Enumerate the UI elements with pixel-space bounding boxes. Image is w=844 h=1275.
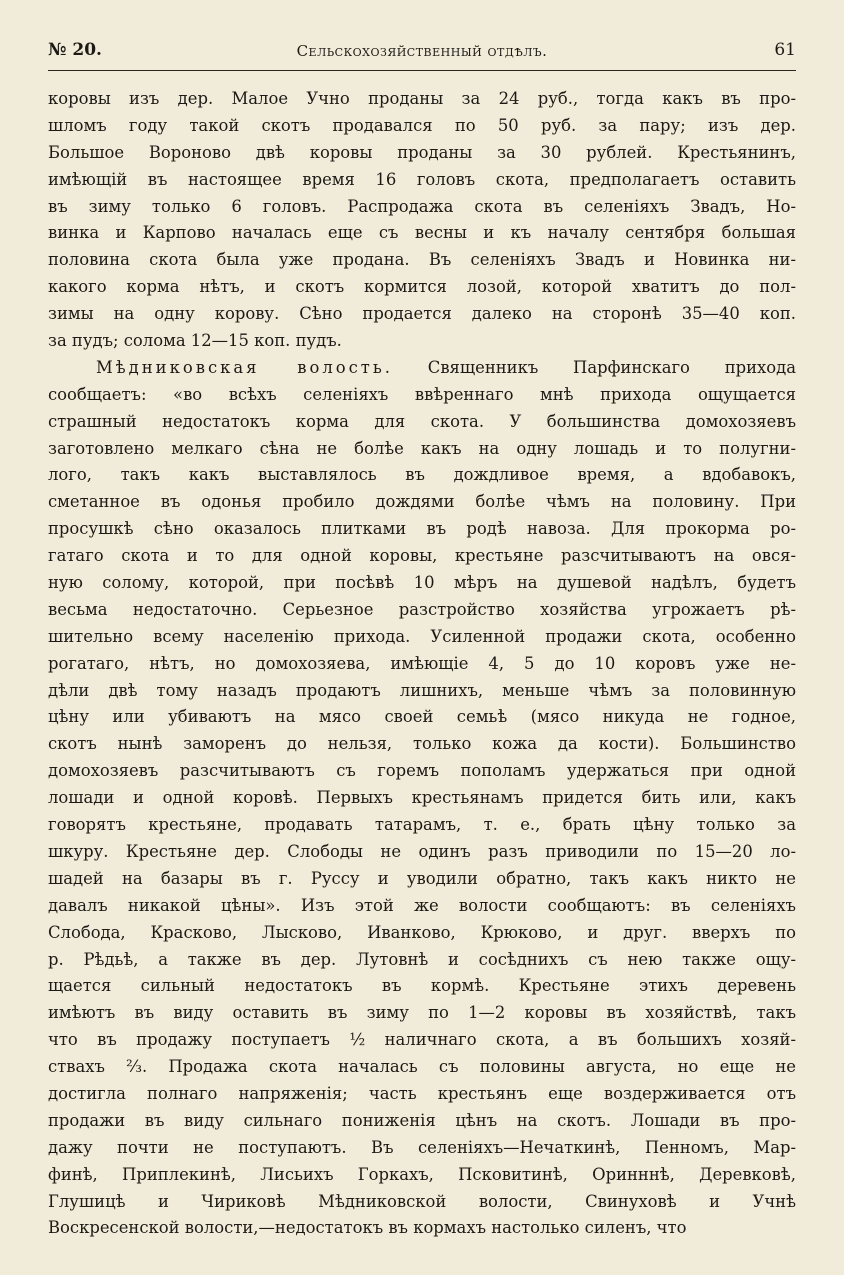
text-line [48,570,796,597]
line-text: какого корма нѣтъ, и скотъ кормится лозой, которой хватитъ до пол- [48,277,796,297]
line-text: коровы изъ дер. Малое Учно проданы за 24 руб., тогда какъ въ про- [48,89,796,108]
line-text: лого, такъ какъ выставлялось въ дождливое время, а вдобавокъ, [48,465,796,485]
text-line [48,1000,796,1027]
text-line [48,597,796,624]
text-line [48,328,796,355]
text-line [48,86,796,113]
text-line [48,785,796,812]
line-text: Священникъ Парфинскаго прихода [393,357,796,377]
line-text: говорятъ крестьяне, продавать татарамъ, т. е., брать цѣну только за [48,815,796,835]
text-line [48,1081,796,1108]
text-line [48,1135,796,1162]
line-text: ствахъ ⅔. Продажа скота началась съ половины августа, но еще не [48,1057,796,1077]
line-text: сметанное въ одонья пробило дождями болѣе чѣмъ на половину. При [48,492,796,512]
section-lead: Мѣдниковская волость. [96,357,394,377]
line-text: весьма недостаточно. Серьезное разстройство хозяйства угрожаетъ рѣ- [48,599,796,619]
text-line [48,1189,796,1216]
line-text: щается сильный недостатокъ въ кормѣ. Крестьяне этихъ деревень [48,976,796,996]
text-line [48,947,796,974]
text-line [48,355,796,382]
line-text: просушкѣ сѣно оказалось плитками въ родѣ навоза. Для прокорма ро- [48,519,796,539]
text-line [48,758,796,785]
line-text: Слобода, Красково, Лысково, Иванково, Крюково, и друг. вверхъ по [48,922,796,942]
running-header [48,30,796,66]
line-text: ную солому, которой, при посѣвѣ 10 мѣръ на душевой надѣлъ, будетъ [48,573,796,593]
line-text: шительно всему населенію прихода. Усиленной продажи скота, особенно [48,626,796,646]
line-text: рогатаго, нѣтъ, но домохозяева, имѣющіе 4, 5 до 10 коровъ уже не- [48,653,796,673]
text-line [48,731,796,758]
text-line [48,247,796,274]
line-text: продажи въ виду сильнаго пониженія цѣнъ на скотъ. Лошади въ про- [48,1110,796,1130]
line-text: страшный недостатокъ корма для скота. У большинства домохозяевъ [48,411,796,431]
line-text: сообщаетъ: «во всѣхъ селеніяхъ ввѣреннаго мнѣ прихода ощущается [48,384,796,404]
line-text: домохозяевъ разсчитываютъ съ горемъ пополамъ удержаться при одной [48,761,796,781]
text-line [48,704,796,731]
line-text: шкуру. Крестьяне дер. Слободы не одинъ разъ приводили по 15—20 ло- [48,841,796,861]
text-line [48,1108,796,1135]
line-text: шломъ году такой скотъ продавался по 50 руб. за пару; изъ дер. [48,115,796,135]
text-line [48,167,796,194]
text-line [48,624,796,651]
line-text: имѣютъ въ виду оставить въ зиму по 1—2 коровы въ хозяйствѣ, такъ [48,1003,796,1023]
text-line [48,678,796,705]
text-line [48,866,796,893]
line-text: что въ продажу поступаетъ ½ наличнаго скота, а въ большихъ хозяй- [48,1030,796,1050]
text-line [48,839,796,866]
text-line [48,973,796,1000]
text-line [48,1027,796,1054]
line-text: шадей на базары въ г. Руссу и уводили обратно, такъ какъ никто не [48,868,796,888]
line-text: половина скота была уже продана. Въ селеніяхъ Звадъ и Новинка ни- [48,250,796,270]
line-text: скотъ нынѣ заморенъ до нельзя, только кожа да кости). Большинство [48,734,796,754]
text-line [48,893,796,920]
text-line [48,516,796,543]
text-line [48,194,796,221]
text-line [48,409,796,436]
line-text: финѣ, Приплекинѣ, Лисьихъ Горкахъ, Псковитинѣ, Оринннѣ, Деревковѣ, [48,1164,796,1184]
text-line [48,462,796,489]
text-line [48,220,796,247]
line-text: Воскресенской волости,—недостатокъ въ кормахъ настолько силенъ, что [48,1218,687,1238]
line-text: заготовлено мелкаго сѣна не болѣе какъ на одну лошадь и то полугни- [48,438,796,458]
text-line [48,382,796,409]
line-text: за пудъ; солома 12—15 коп. пудъ. [48,331,342,351]
line-text: цѣну или убиваютъ на мясо своей семьѣ (мясо никуда не годное, [48,707,796,727]
text-line [48,113,796,140]
line-text: давалъ никакой цѣны». Изъ этой же волости сообщаютъ: въ селеніяхъ [48,895,796,915]
line-text: Глушицѣ и Чириковѣ Мѣдниковской волости, Свинуховѣ и Учнѣ [48,1191,796,1211]
line-text: зимы на одну корову. Сѣно продается далеко на сторонѣ 35—40 коп. [48,304,796,324]
text-line [48,920,796,947]
line-text: Большое Вороново двѣ коровы проданы за 30 рублей. Крестьянинъ, [48,142,796,162]
text-line [48,1215,796,1242]
text-line [48,489,796,516]
text-line [48,812,796,839]
line-text: гатаго скота и то для одной коровы, крестьяне разсчитываютъ на овся- [48,546,796,566]
line-text: въ зиму только 6 головъ. Распродажа скота въ селеніяхъ Звадъ, Но- [48,196,796,216]
body-text [48,86,796,1242]
text-line [48,436,796,463]
text-line [48,1162,796,1189]
line-text: имѣющій въ настоящее время 16 головъ скота, предполагаетъ оставить [48,169,796,189]
line-text: винка и Карпово началась еще съ весны и къ началу сентября большая [48,223,796,243]
issue-number: № 20. [48,40,102,60]
line-text: р. Рѣдьѣ, а также въ дер. Лутовнѣ и сосѣднихъ съ нею также ощу- [48,949,796,969]
header-rule [48,70,796,71]
section-title: Сельскохозяйственный отдѣлъ. [296,42,548,60]
text-line [48,274,796,301]
line-text: дажу почти не поступаютъ. Въ селеніяхъ—Нечаткинѣ, Пенномъ, Мар- [48,1137,796,1157]
page-number: 61 [774,40,796,60]
line-text: лошади и одной коровѣ. Первыхъ крестьянамъ придется бить или, какъ [48,788,796,808]
line-text: дѣли двѣ тому назадъ продаютъ лишнихъ, меньше чѣмъ за половинную [48,680,796,700]
line-text: достигла полнаго напряженія; часть крестьянъ еще воздерживается отъ [48,1083,796,1103]
text-line [48,140,796,167]
text-line [48,1054,796,1081]
text-line [48,651,796,678]
text-line [48,301,796,328]
text-line [48,543,796,570]
